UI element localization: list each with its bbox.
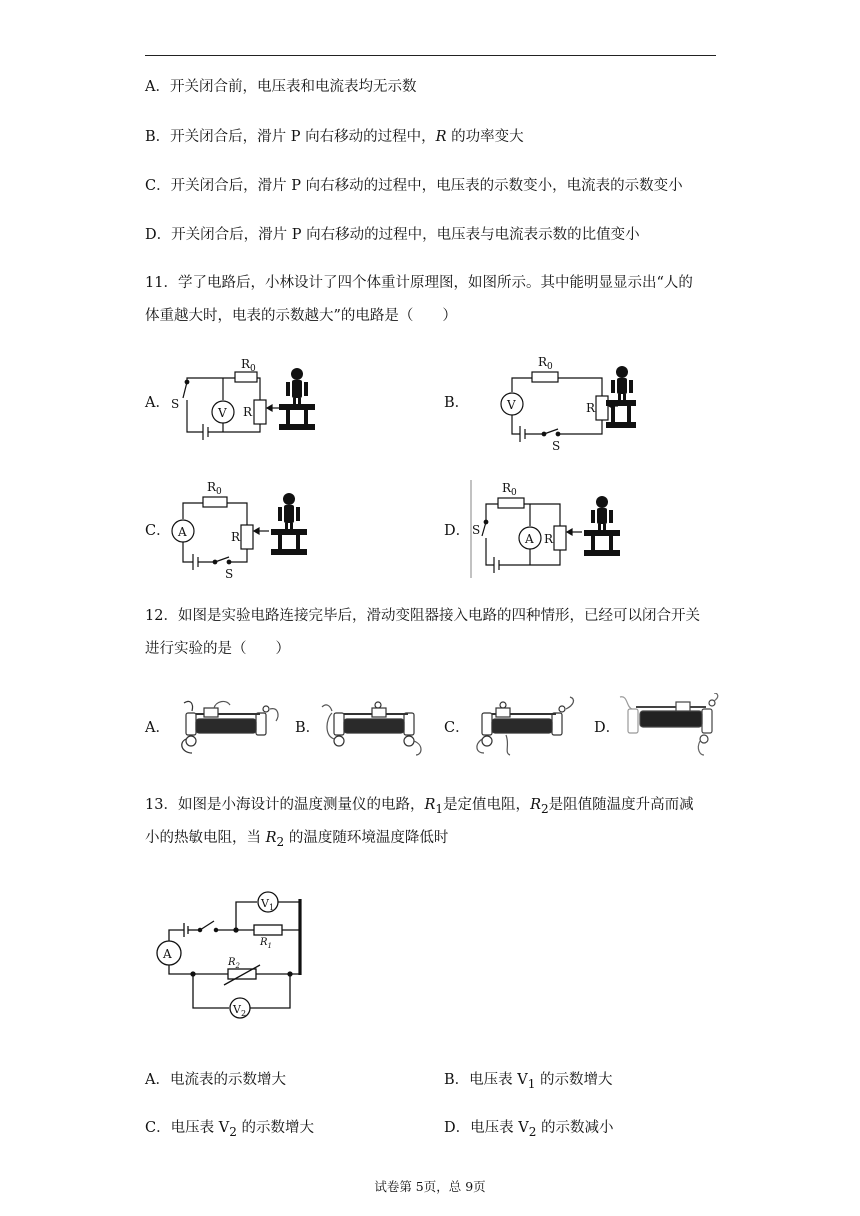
q11-option-a-label[interactable]: A． <box>145 395 170 411</box>
q13-stem-line1: 13．如图是小海设计的温度测量仪的电路，$R_1$是定值电阻，$R_2$是阻值随温度升高而减 <box>145 797 694 816</box>
q11-circuit-a <box>165 352 325 440</box>
q11-circuit-d <box>470 480 630 580</box>
q12-option-b-label[interactable]: B． <box>295 720 321 736</box>
q11-option-c-label[interactable]: C． <box>145 523 171 539</box>
q12-option-d-label[interactable]: D． <box>594 720 621 736</box>
switch-icon <box>183 382 187 398</box>
q13-option-c[interactable]: C．电压表 $V_2$ 的示数增大 <box>145 1120 314 1139</box>
resistor-r0-icon <box>203 497 227 507</box>
wire-icon <box>184 701 193 711</box>
q12-rheostat-b <box>318 695 433 757</box>
person-on-scale-icon <box>584 496 620 556</box>
person-on-scale-icon <box>279 368 315 430</box>
svg-text:S: S <box>552 439 561 452</box>
svg-text:R0: $R_0$ <box>207 480 222 497</box>
svg-text:A: A <box>525 532 534 546</box>
slide-resistor-icon <box>254 400 266 424</box>
svg-text:R: R <box>231 530 241 544</box>
wire-icon <box>620 697 632 709</box>
q13-stem-line2: 小的热敏电阻，当 $R_2$ 的温度随环境温度降低时 <box>145 830 449 849</box>
q12-option-c-label[interactable]: C． <box>444 720 470 736</box>
q12-option-a-label[interactable]: A． <box>145 720 170 736</box>
svg-text:R: R <box>544 532 554 546</box>
svg-text:V: V <box>218 406 227 420</box>
svg-text:A: A <box>178 525 187 539</box>
svg-text:V2: $V_2$ <box>233 1003 247 1018</box>
svg-text:S: S <box>225 567 234 581</box>
q12-rheostat-c <box>466 695 581 757</box>
svg-text:A: A <box>163 947 172 961</box>
svg-text:R2: $R_2$ <box>228 957 240 970</box>
q10-option-b[interactable]: B．开关闭合后，滑片 P 向右移动的过程中，R 的功率变大 <box>145 129 524 145</box>
q12-stem-line1: 12．如图是实验电路连接完毕后，滑动变阻器接入电路的四种情形，已经可以闭合开关 <box>145 608 700 624</box>
person-on-scale-icon <box>606 366 636 428</box>
svg-text:R: R <box>243 405 253 419</box>
q11-option-b-label[interactable]: B． <box>444 395 470 411</box>
thermistor-r2-icon <box>228 969 256 979</box>
q11a-r0-label: $R_0$ <box>241 357 256 374</box>
q11-option-d-label[interactable]: D． <box>444 523 471 539</box>
page-footer: 试卷第 5页，总 9页 <box>374 1179 486 1194</box>
coil-icon <box>344 719 404 733</box>
coil-icon <box>492 719 552 733</box>
q13-circuit <box>150 885 310 1020</box>
resistor-r0-icon <box>532 372 558 382</box>
resistor-r0-icon <box>498 498 524 508</box>
q12-rheostat-d <box>614 693 724 757</box>
q13-option-a[interactable]: A．电流表的示数增大 <box>145 1072 286 1088</box>
wire-icon <box>322 705 332 711</box>
resistor-r1-icon <box>254 925 282 935</box>
slide-resistor-icon <box>596 396 608 420</box>
q11-circuit-b <box>494 352 644 452</box>
q13-option-d[interactable]: D．电压表 $V_2$ 的示数减小 <box>444 1120 614 1139</box>
q10-option-c[interactable]: C．开关闭合后，滑片 P 向右移动的过程中，电压表的示数变小，电流表的示数变小 <box>145 178 683 194</box>
coil-icon <box>640 711 702 727</box>
q11-stem-line2: 体重越大时，电表的示数越大”的电路是（ ） <box>145 308 457 324</box>
q10-option-a[interactable]: A．开关闭合前，电压表和电流表均无示数 <box>145 79 417 95</box>
svg-text:V: V <box>507 398 516 412</box>
q12-rheostat-a <box>170 695 285 757</box>
wire-icon <box>566 697 573 709</box>
q13-option-b[interactable]: B．电压表 $V_1$ 的示数增大 <box>444 1072 613 1091</box>
svg-text:R1: $R_1$ <box>260 937 272 950</box>
q11-stem-line1: 11．学了电路后，小林设计了四个体重计原理图，如图所示。其中能明显显示出“人的 <box>145 275 693 291</box>
q10-option-d[interactable]: D．开关闭合后，滑片 P 向右移动的过程中，电压表与电流表示数的比值变小 <box>145 227 640 243</box>
svg-text:R0: $R_0$ <box>502 481 517 498</box>
svg-text:R0: $R_0$ <box>538 355 553 372</box>
switch-icon <box>200 921 214 930</box>
q11-circuit-c <box>165 477 315 582</box>
svg-text:S: S <box>472 523 481 537</box>
person-on-scale-icon <box>271 493 307 555</box>
svg-text:V1: $V_1$ <box>261 897 275 912</box>
svg-text:S: S <box>171 397 180 411</box>
q12-stem-line2: 进行实验的是（ ） <box>145 641 290 657</box>
svg-text:R: R <box>586 401 596 415</box>
header-rule <box>145 55 716 56</box>
slide-resistor-icon <box>241 525 253 549</box>
slide-resistor-icon <box>554 526 566 550</box>
coil-icon <box>196 719 256 733</box>
